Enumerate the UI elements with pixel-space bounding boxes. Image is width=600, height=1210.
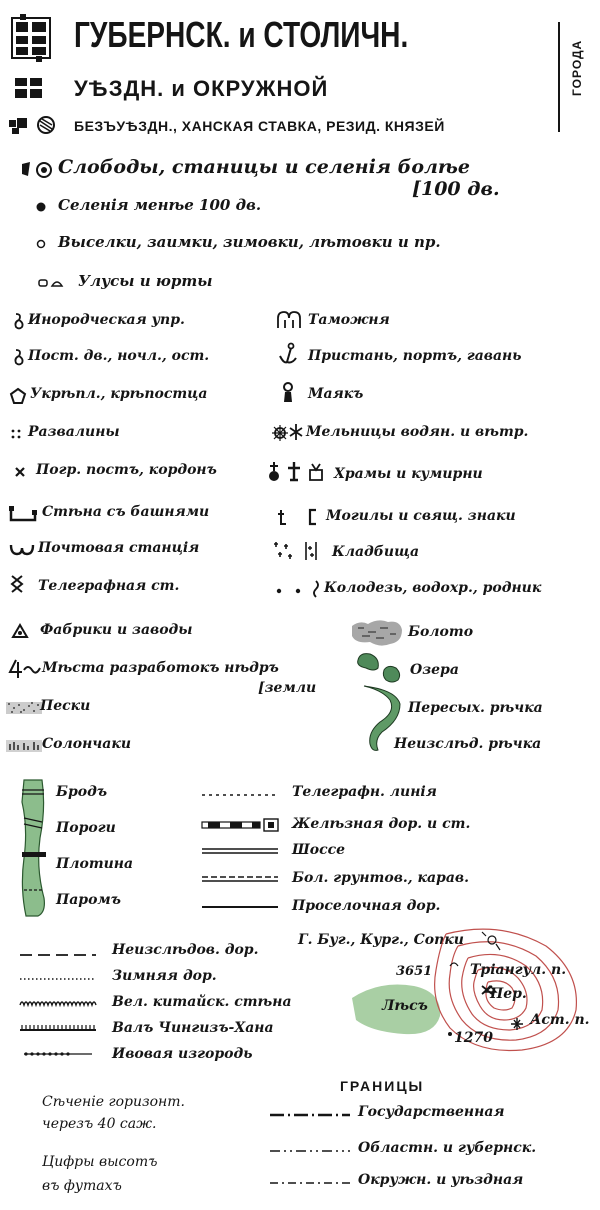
- winter-road-icon: [18, 974, 98, 984]
- big-village-icon: [20, 160, 54, 180]
- ferry-label: Паромъ: [56, 892, 121, 908]
- district-city-icon: [14, 76, 44, 102]
- ford-label: Бродъ: [56, 784, 108, 800]
- ruins-icon: [10, 428, 24, 440]
- hamlets-label: Выселки, заимки, зимовки, лѣтовки и пр.: [58, 233, 441, 251]
- header-line-2: УѢЗДН. и ОКРУЖНОЙ: [74, 76, 329, 101]
- genghis-wall-icon: [18, 1022, 98, 1034]
- height-label-2: 1270: [454, 1030, 493, 1046]
- cemetery-label: Кладбища: [332, 544, 420, 560]
- contour-note-line-1: Сѣченіе горизонт.: [42, 1094, 185, 1110]
- district-border-label: Окружн. и уѣздная: [358, 1172, 524, 1188]
- great-wall-icon: [18, 996, 98, 1008]
- post-yard-label: Пост. дв., ночл., ост.: [28, 348, 210, 364]
- dry-river-label: Пересых. рѣчка: [408, 700, 543, 716]
- ulus-icon: [38, 277, 66, 289]
- telegraph-line-label: Телеграфн. линія: [292, 784, 437, 800]
- hills-title: Г. Буг., Кург., Сопки: [298, 932, 464, 948]
- native-admin-label: Инородческая упр.: [28, 312, 185, 328]
- sands-icon: [6, 700, 42, 716]
- graves-icon: [276, 508, 322, 526]
- highway-label: Шоссе: [292, 842, 346, 858]
- border-post-icon: [14, 466, 26, 478]
- tower-wall-icon: [8, 504, 38, 524]
- mining-cont-label: [земли: [258, 680, 317, 696]
- willow-hedge-label: Ивовая изгородь: [112, 1046, 253, 1062]
- post-yard-icon: [12, 348, 26, 366]
- fortification-label: Укрѣпл., крѣпостца: [30, 386, 208, 402]
- big-villages-label: Слободы, станицы и селенія болѣе: [58, 156, 470, 178]
- small-village-icon: [34, 200, 48, 214]
- lakes-label: Озера: [410, 662, 459, 678]
- small-villages-label: Селенія менѣе 100 дв.: [58, 196, 262, 214]
- header-line-1: ГУБЕРНСК. и СТОЛИЧН.: [74, 14, 409, 55]
- province-border-icon: [268, 1146, 352, 1156]
- unexplored-road-icon: [18, 950, 98, 960]
- country-road-icon: [200, 902, 280, 912]
- forest-label: Лѣсъ: [382, 998, 428, 1014]
- lighthouse-icon: [280, 382, 296, 404]
- customs-label: Таможня: [308, 312, 390, 328]
- cities-side-label: ГОРОДА: [570, 39, 584, 96]
- state-border-icon: [268, 1110, 352, 1120]
- railway-label: Желѣзная дор. и ст.: [292, 816, 471, 832]
- well-icon: [274, 578, 324, 600]
- native-admin-icon: [12, 312, 26, 330]
- capital-city-icon: [10, 14, 52, 62]
- mills-label: Мельницы водян. и вѣтр.: [306, 424, 529, 440]
- state-border-label: Государственная: [358, 1104, 505, 1120]
- caravan-road-icon: [200, 874, 280, 884]
- post-station-label: Почтовая станція: [38, 540, 200, 556]
- country-road-label: Проселочная дор.: [292, 898, 441, 914]
- mills-icon: [272, 422, 304, 442]
- tower-wall-label: Стѣна съ башнями: [42, 504, 210, 520]
- post-station-icon: [8, 542, 36, 556]
- salt-marsh-label: Солончаки: [42, 736, 132, 752]
- dam-label: Плотина: [56, 856, 134, 872]
- harbor-label: Пристань, портъ, гавань: [308, 348, 522, 364]
- province-border-label: Областн. и губернск.: [358, 1140, 537, 1156]
- graves-label: Могилы и свящ. знаки: [326, 508, 516, 524]
- hamlet-icon: [34, 237, 48, 251]
- harbor-icon: [276, 342, 300, 366]
- lighthouse-label: Маякъ: [308, 386, 364, 402]
- uluses-label: Улусы и юрты: [78, 272, 213, 290]
- railway-icon: [200, 818, 280, 832]
- well-label: Колодезь, водохр., родник: [324, 580, 542, 596]
- lakes-icon: [354, 650, 404, 686]
- header-line-3: БЕЗЪУѢЗДН., ХАНСКАЯ СТАВКА, РЕЗИД. КНЯЗЕЙ: [74, 118, 445, 134]
- telegraph-station-icon: [10, 574, 24, 594]
- salt-marsh-icon: [6, 738, 42, 754]
- factory-label: Фабрики и заводы: [40, 622, 193, 638]
- swamp-label: Болото: [408, 624, 474, 640]
- fortification-icon: [10, 388, 26, 404]
- contour-note-line-2: черезъ 40 саж.: [42, 1116, 157, 1132]
- big-villages-cont-label: [100 дв.: [412, 178, 500, 200]
- pass-label: Пер.: [490, 986, 527, 1002]
- height-label-1: 3651: [396, 964, 433, 979]
- header-bracket: [558, 22, 560, 132]
- contour-note-line-4: въ футахъ: [42, 1178, 122, 1194]
- rapids-label: Пороги: [56, 820, 116, 836]
- telegraph-line-icon: [200, 790, 280, 800]
- customs-icon: [276, 310, 302, 330]
- river-band-icon: [16, 778, 52, 918]
- willow-hedge-icon: [18, 1048, 98, 1060]
- temples-icon: [266, 460, 326, 484]
- mining-icon: [8, 658, 42, 680]
- swamp-icon: [350, 618, 404, 648]
- residence-icon: [8, 114, 58, 136]
- border-post-label: Погр. постъ, кордонъ: [36, 462, 217, 478]
- district-border-icon: [268, 1178, 352, 1188]
- temples-label: Храмы и кумирни: [334, 466, 483, 482]
- contour-note-line-3: Цифры высотъ: [42, 1154, 158, 1170]
- ruins-label: Развалины: [28, 424, 120, 440]
- winter-road-label: Зимняя дор.: [112, 968, 217, 984]
- genghis-wall-label: Валъ Чингизъ-Хана: [112, 1020, 274, 1036]
- cemetery-icon: [272, 540, 328, 562]
- factory-icon: [12, 624, 28, 638]
- astro-point-label: Аст. п.: [530, 1012, 590, 1028]
- mining-label: Мѣста разработокъ нѣдръ: [42, 660, 279, 676]
- unexplored-road-label: Неизслѣдов. дор.: [112, 942, 259, 958]
- borders-title: ГРАНИЦЫ: [340, 1078, 425, 1094]
- sands-label: Пески: [40, 698, 91, 714]
- unexplored-river-label: Неизслѣд. рѣчка: [394, 736, 542, 752]
- highway-icon: [200, 846, 280, 856]
- triang-point-label: Трiангул. п.: [470, 962, 567, 978]
- caravan-road-label: Бол. грунтов., карав.: [292, 870, 469, 886]
- great-wall-label: Вел. китайск. стѣна: [112, 994, 292, 1010]
- telegraph-station-label: Телеграфная ст.: [38, 578, 180, 594]
